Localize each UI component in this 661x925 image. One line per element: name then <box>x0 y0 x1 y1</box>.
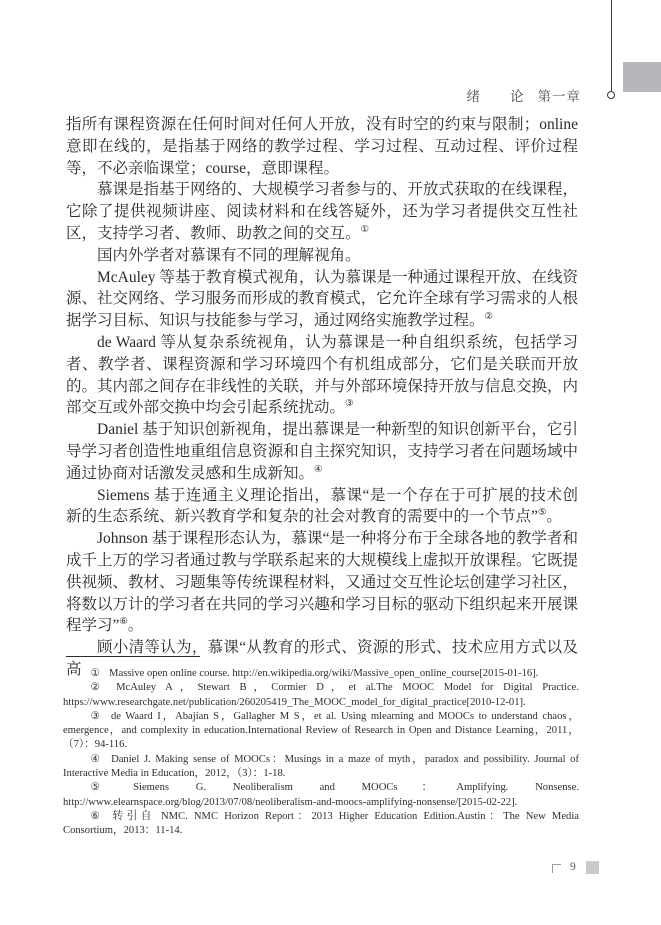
footnote <box>63 710 579 753</box>
footnotes <box>63 667 579 839</box>
footnote-mark: ① <box>90 668 101 679</box>
footnote-text: de Waard I，Abajian S，Gallagher M S，et al. Using mlearning and MOOCs to understand chaos，emergence，and complexity in education.International Review of Research in Open and Distance Learning，2011，（7）：94-116. <box>63 710 579 751</box>
footnote-mark: ⑤ <box>90 782 125 794</box>
footnote <box>63 753 579 782</box>
chapter-tab-marker <box>623 62 661 92</box>
corner-bracket-icon <box>552 864 561 873</box>
paragraph-text: 顾小清等认为，慕课“从教育的形式、资源的形式、技术应用方式以及高 <box>66 639 578 678</box>
footnote-mark: ② <box>90 682 108 694</box>
paragraph-tail: 。 <box>546 508 562 526</box>
paragraph <box>66 114 578 179</box>
footnote <box>63 810 579 839</box>
page-number: 9 <box>570 861 576 873</box>
paragraph-text: Daniel 基于知识创新视角，提出慕课是一种新型的知识创新平台，它引导学习者创造性地重组信息资源和自主探究知识，支持学习者在问题场域中通过协商对话激发灵感和生成新知。 <box>66 421 578 482</box>
paragraph-text: de Waard 等从复杂系统视角，认为慕课是一种自组织系统，包括学习者、教学者、课程资源和学习环境四个有机组成部分，它们是关联而开放的。其内部之间存在非线性的关联，并与外部环境保持开放与信息交换，内部交互或外部交换中均会引起系统扰动。 <box>66 333 578 417</box>
footnote-ref: ⑤ <box>537 508 547 519</box>
footnote-ref: ③ <box>345 399 354 410</box>
header-rule-line <box>611 0 612 92</box>
paragraph <box>66 179 578 244</box>
paragraph-text: Johnson 基于课程形态认为，慕课“是一种将分布于全球各地的教学者和成千上万的学习者通过教与学联系起来的大规模线上虚拟开放课程。它既提供视频、教材、习题集等传统课程材料，又通过交互性论坛创建学习社区，将数以万计的学习者在共同的学习兴趣和学习目标的驱动下组织起来开展课程学习” <box>66 530 578 635</box>
paragraph <box>66 245 578 267</box>
footnote-text: 转引自 NMC. NMC Horizon Report：2013 Higher Education Edition.Austin：The New Media Consortium，2013：11-14. <box>63 810 579 837</box>
footnote-divider <box>66 656 200 657</box>
footnote-ref: ① <box>360 224 370 235</box>
body-text <box>66 114 578 681</box>
paragraph-tail: 。 <box>127 617 144 635</box>
footnote-mark: ④ <box>90 753 103 765</box>
footnote-mark: ③ <box>90 710 102 722</box>
paragraph-text: 国内外学者对慕课有不同的理解视角。 <box>97 246 361 264</box>
paragraph-text: McAuley 等基于教育模式视角，认为慕课是一种通过课程开放、在线资源、社交网络、学习服务而形成的教育模式，它允许全球有学习需求的人根据学习目标、知识与技能参与学习，通过网络实施教学过程。 <box>66 268 578 330</box>
footnote-text: McAuley A，Stewart B，Cormier D，et al.The MOOC Model for Digital Practice. https://www.researchgate.net/publication/260205419_The_MOOC_model_for_digital_practice[2010-12-01]. <box>63 682 579 708</box>
footnote <box>63 667 579 681</box>
footnote-text: Daniel J. Making sense of MOOCs：Musings in a maze of myth，paradox and possibility. Journal of Interactive Media in Education，2012，（3）：1-18. <box>63 753 580 780</box>
section-title: 绪 论 <box>466 89 525 104</box>
footnote-ref: ② <box>484 312 494 323</box>
paragraph <box>66 485 578 529</box>
paragraph-text: 慕课是指基于网络的、大规模学习者参与的、开放式获取的在线课程，它除了提供视频讲座、阅读材料和在线答疑外，还为学习者提供交互性社区，支持学习者、教师、助教之间的交互。 <box>66 181 578 242</box>
footnote <box>63 781 579 810</box>
footnote-mark: ⑥ <box>90 810 104 822</box>
page-footer <box>552 859 599 875</box>
paragraph <box>66 528 578 637</box>
paragraph <box>66 332 578 419</box>
footnote-text: Siemens G. Neoliberalism and MOOCs：Amplifying. Nonsense. http://www.elearnspace.org/blog/2013/07/08/neoliberalism-and-moocs-amplifying-nonsense/[2015-02-22]. <box>63 782 579 808</box>
paragraph-text: Siemens 基于连通主义理论指出，慕课“是一个存在于可扩展的技术创新的生态系统、新兴教育学和复杂的社会对教育的需要中的一个节点” <box>66 486 578 526</box>
chapter-label: 第一章 <box>537 89 581 104</box>
header-rule-circle-icon <box>607 91 615 99</box>
footnote-ref: ④ <box>314 464 323 475</box>
footnote-text: Massive open online course. http://en.wikipedia.org/wiki/Massive_open_online_course[2015-01-16]. <box>109 668 539 679</box>
paragraph <box>66 419 578 484</box>
footnote-ref: ⑥ <box>119 617 128 628</box>
paragraph-text: 指所有课程资源在任何时间对任何人开放，没有时空的约束与限制；online 意即在线的，是指基于网络的教学过程、学习过程、互动过程、评价过程等，不必亲临课堂；course，意即课程。 <box>66 116 578 177</box>
footnote <box>63 681 579 710</box>
footer-square-icon <box>586 861 599 874</box>
paragraph <box>66 267 578 332</box>
